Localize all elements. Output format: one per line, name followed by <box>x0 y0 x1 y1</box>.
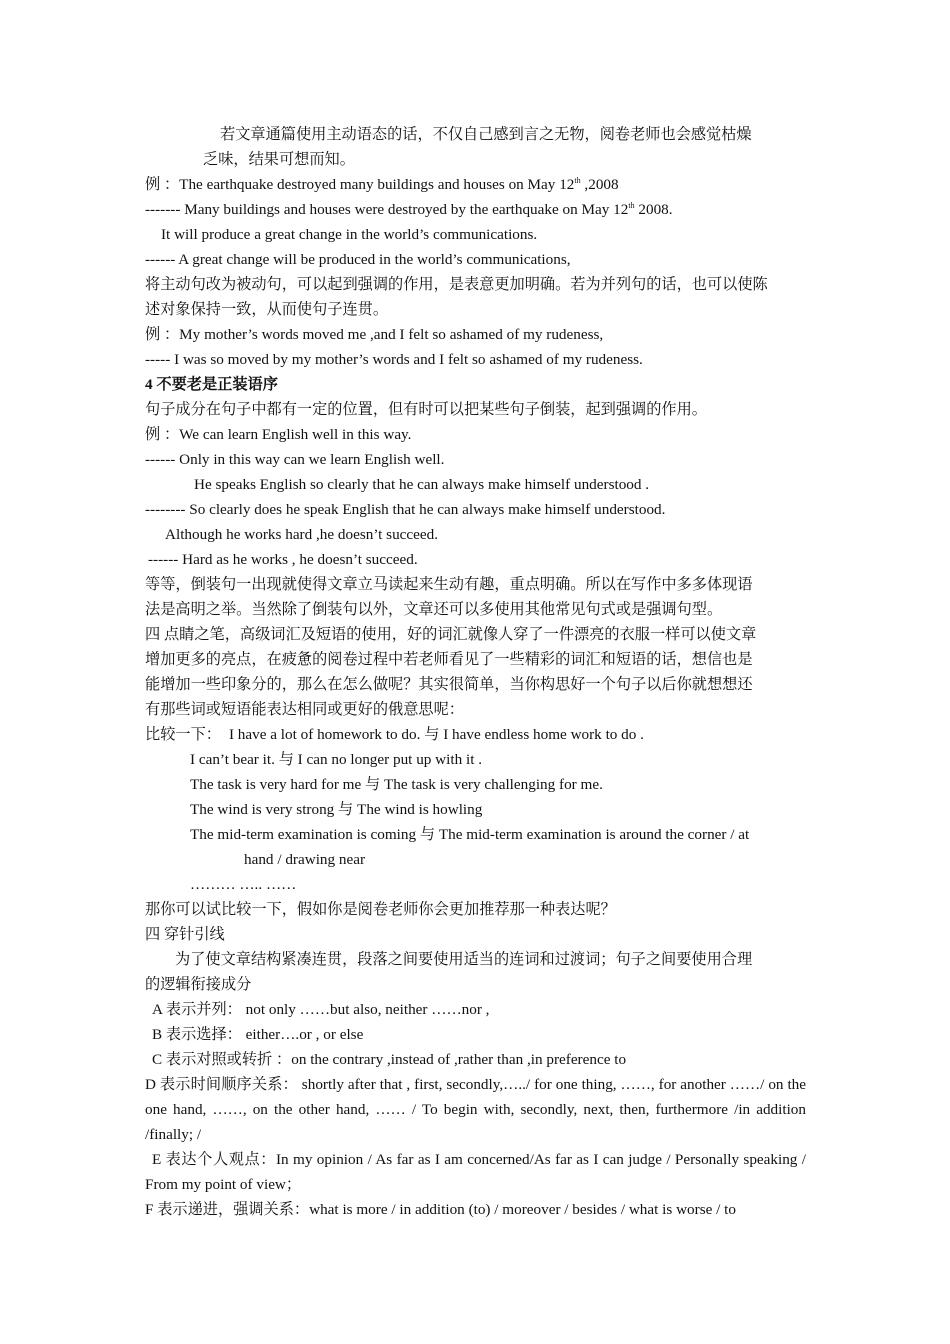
conjunction-item-f: F 表示递进，强调关系：what is more / in addition (to) / moreover / besides / what is worse / to <box>145 1201 736 1218</box>
inversion-example: Although he works hard ,he doesn’t succeed. <box>165 526 439 543</box>
vocab-intro-line-2: 增加更多的亮点，在疲惫的阅卷过程中若老师看见了一些精彩的词汇和短语的话，想信也是 <box>145 651 753 668</box>
compare-label: 比较一下： <box>145 726 221 743</box>
section-heading-inversion: 4 不要老是正装语序 <box>145 376 278 393</box>
inversion-example: -------- So clearly does he speak English that he can always make himself understood. <box>145 501 666 518</box>
inversion-example: ------ Only in this way can we learn English well. <box>145 451 445 468</box>
compare-item: The mid-term examination is coming 与 The mid-term examination is around the corner / at <box>190 826 750 843</box>
conjunction-item-e: E 表达个人观点：In my opinion / As far as I am concerned/As far as I can judge / Personally speaking / From my point of view； <box>145 1151 806 1193</box>
inversion-example: 例 ：We can learn English well in this way. <box>145 426 412 443</box>
intro-line-1: 若文章通篇使用主动语态的话，不仅自己感到言之无物，阅卷老师也会感觉枯燥 <box>220 126 752 143</box>
inversion-intro: 句子成分在句子中都有一定的位置，但有时可以把某些句子倒装，起到强调的作用。 <box>145 401 707 418</box>
document-page <box>145 122 806 1222</box>
conjunction-item-c: C 表示对照或转折 ：on the contrary ,instead of ,rather than ,in preference to <box>152 1051 627 1068</box>
example-active-3: 例 ：My mother’s words moved me ,and I felt so ashamed of my rudeness, <box>145 326 604 343</box>
example-passive-1: ------- Many buildings and houses were destroyed by the earthquake on May 12th 2008. <box>145 201 673 218</box>
example-passive-2: ------ A great change will be produced in the world’s communications, <box>145 251 571 268</box>
compare-ellipsis: ……… ….. …… <box>190 876 297 893</box>
conjunction-item-a: A 表示并列： not only ……but also, neither ……nor , <box>152 1001 490 1018</box>
example-passive-3: ----- I was so moved by my mother’s words and I felt so ashamed of my rudeness. <box>145 351 643 368</box>
intro-line-2: 乏味，结果可想而知。 <box>203 151 355 168</box>
example-active-2: It will produce a great change in the world’s communications. <box>161 226 538 243</box>
example-active-1: 例 ：The earthquake destroyed many buildings and houses on May 12th ,2008 <box>145 176 619 193</box>
inversion-example: He speaks English so clearly that he can always make himself understood . <box>194 476 650 493</box>
compare-first-line: 比较一下： I have a lot of homework to do. 与 I have endless home work to do . <box>145 726 644 743</box>
compare-item: The task is very hard for me 与 The task is very challenging for me. <box>190 776 603 793</box>
thread-intro-line-2: 的逻辑衔接成分 <box>145 976 252 993</box>
passive-note-line-1: 将主动句改为被动句，可以起到强调的作用，是表意更加明确。若为并列句的话，也可以使陈 <box>145 276 768 293</box>
thread-intro-line-1: 为了使文章结构紧凑连贯，段落之间要使用适当的连词和过渡词；句子之间要使用合理 <box>175 951 753 968</box>
section-heading-thread: 四 穿针引线 <box>145 926 225 943</box>
compare-question: 那你可以试比较一下，假如你是阅卷老师你会更加推荐那一种表达呢？ <box>145 901 616 918</box>
vocab-intro-line-1: 四 点睛之笔，高级词汇及短语的使用，好的词汇就像人穿了一件漂亮的衣服一样可以使文章 <box>145 626 757 643</box>
vocab-intro-line-3: 能增加一些印象分的，那么在怎么做呢？其实很简单，当你构思好一个句子以后你就想想还 <box>145 676 753 693</box>
vocab-intro-line-4: 有那些词或短语能表达相同或更好的俄意思呢： <box>145 701 464 718</box>
inversion-note-line-1: 等等，倒装句一出现就使得文章立马读起来生动有趣，重点明确。所以在写作中多多体现语 <box>145 576 753 593</box>
inversion-example: ------ Hard as he works , he doesn’t succeed. <box>148 551 418 568</box>
inversion-note-line-2: 法是高明之举。当然除了倒装句以外，文章还可以多使用其他常见句式或是强调句型。 <box>145 601 723 618</box>
compare-item: The wind is very strong 与 The wind is howling <box>190 801 483 818</box>
conjunction-item-d: D 表示时间顺序关系： shortly after that , first, secondly,…../ for one thing, ……, for another ……/ on the one hand, ……, on the other hand, …… / To begin with, secondly, next, then, furthermore /in addition /finally; / <box>145 1076 806 1143</box>
conjunction-item-b: B 表示选择： either….or , or else <box>152 1026 364 1043</box>
compare-item-continued: hand / drawing near <box>244 851 366 868</box>
compare-item: I can’t bear it. 与 I can no longer put up with it . <box>190 751 483 768</box>
passive-note-line-2: 述对象保持一致，从而使句子连贯。 <box>145 301 388 318</box>
